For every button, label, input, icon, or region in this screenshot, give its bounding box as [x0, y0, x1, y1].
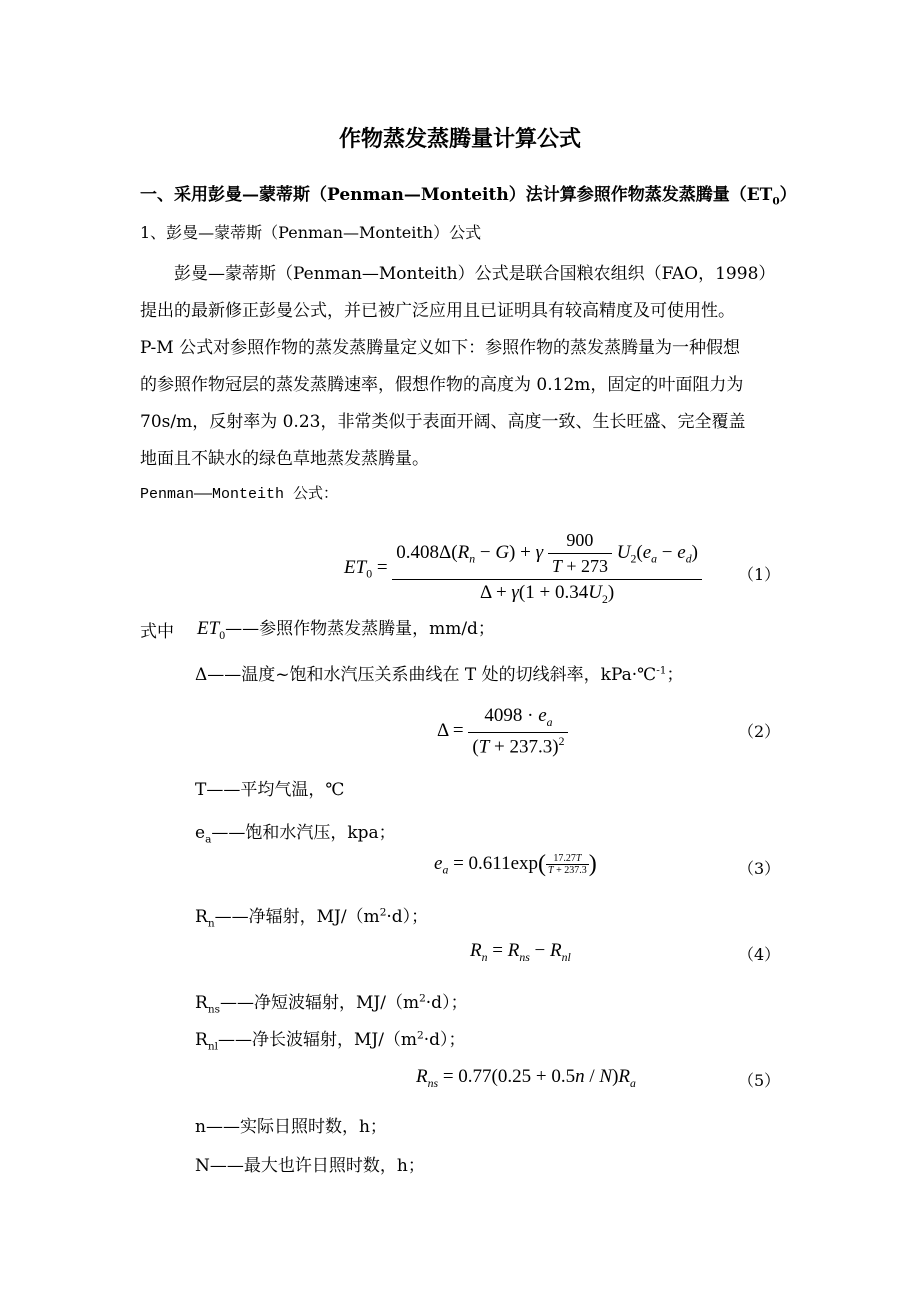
formula-intro: Penman——Monteith 公式： — [140, 486, 339, 503]
def-n — [195, 1112, 387, 1137]
equation-3: $e_a = 0.611\exp$( $\frac{17.27T}{T + 237.3}$ ) — [434, 851, 597, 877]
paragraph-line: 的参照作物冠层的蒸发蒸腾速率，假想作物的高度为 0.12m，固定的叶面阻力为 — [140, 375, 744, 395]
equation-2: Δ = $\frac{4098 \cdot e_a}{(T + 237.3)^2}$ — [437, 705, 568, 758]
def-delta-sup: -1 — [656, 664, 667, 677]
equation-1: $ET_0$ = $0.408\Delta(R_n - G) + \gamma$ $\frac{900}{T + 273}$ $U_2(e_a - e_d)$ $\Delta + \gamma(1 + 0.34U_2)$ — [344, 530, 702, 607]
def-delta: Δ——温度~饱和水汽压关系曲线在 T 处的切线斜率，kPa·℃$^{-1}$； — [195, 664, 684, 685]
def-n-label: n — [195, 1117, 206, 1137]
def-n-text: ——实际日照时数，h； — [205, 1117, 387, 1137]
def-rns-text: ——净短波辐射，MJ/（m — [220, 993, 420, 1013]
def-rn-sub: n — [207, 917, 215, 930]
def-et0: $ET_0——$参照作物蒸发蒸腾量，mm/d； — [197, 618, 495, 642]
def-t-text: ——平均气温，℃ — [206, 780, 345, 800]
def-ea-text: ——饱和水汽压，kpa； — [211, 823, 396, 843]
def-rnl-text: ——净长波辐射，MJ/（m — [217, 1030, 418, 1050]
def-delta-text: ——温度~饱和水汽压关系曲线在 T 处的切线斜率，kPa·℃ — [207, 665, 657, 685]
paragraph-line: 彭曼—蒙蒂斯（Penman—Monteith）公式是联合国粮农组织（FAO，1998） — [174, 264, 776, 284]
def-rns-sq: 2 — [419, 992, 426, 1005]
equation-number: （3） — [738, 859, 781, 878]
section-heading-sub: 0 — [772, 195, 780, 208]
page-title: 作物蒸发蒸腾量计算公式 — [338, 126, 581, 152]
def-delta-end: ； — [666, 665, 684, 685]
def-rn-text-end: ·d）； — [386, 907, 429, 927]
def-rn — [195, 902, 428, 929]
paragraph-line: 地面且不缺水的绿色草地蒸发蒸腾量。 — [140, 449, 429, 469]
def-ea-label: e — [195, 823, 206, 843]
def-rnl-sub: nl — [207, 1040, 218, 1053]
equation-number: （5） — [738, 1071, 781, 1090]
paragraph-line: 70s/m，反射率为 0.23，非常类似于表面开阔、高度一致、生长旺盛、完全覆盖 — [140, 412, 746, 432]
section-heading — [140, 180, 797, 207]
equation-number: （1） — [738, 565, 781, 584]
def-rnl-sq: 2 — [417, 1029, 424, 1042]
def-rn-text: ——净辐射，MJ/（m — [214, 907, 380, 927]
equation-number: （2） — [738, 722, 781, 741]
def-rns-sub: ns — [207, 1003, 220, 1016]
def-t-label: T — [195, 780, 207, 800]
equation-number: （4） — [738, 945, 781, 964]
paragraph-line: 提出的最新修正彭曼公式，并已被广泛应用且已证明具有较高精度及可使用性。 — [140, 301, 735, 321]
equation-4: $R_n = R_{ns} - R_{nl}$ — [470, 940, 571, 964]
def-N-text: ——最大也许日照时数，h； — [209, 1156, 425, 1176]
def-rnl-label: R — [195, 1030, 208, 1050]
def-rn-label: R — [195, 907, 208, 927]
def-et0-text: ——参照作物蒸发蒸腾量，mm/d； — [225, 619, 495, 639]
paragraph-line: P-M 公式对参照作物的蒸发蒸腾量定义如下：参照作物的蒸发蒸腾量为一种假想 — [140, 338, 741, 358]
subheading: 1、彭曼—蒙蒂斯（Penman—Monteith）公式 — [140, 223, 482, 242]
def-rnl — [195, 1025, 466, 1052]
def-N — [195, 1151, 425, 1176]
where-label: 式中 — [140, 622, 174, 642]
def-rnl-text-end: ·d）； — [423, 1030, 466, 1050]
section-heading-end: ） — [779, 185, 797, 205]
def-rns-label: R — [195, 993, 208, 1013]
def-ea — [195, 818, 396, 845]
def-rns — [195, 988, 468, 1015]
section-heading-text: 一、采用彭曼—蒙蒂斯（Penman—Monteith）法计算参照作物蒸发蒸腾量（ET — [140, 185, 773, 205]
def-N-label: N — [195, 1156, 210, 1176]
def-t — [195, 775, 344, 800]
def-ea-sub: a — [205, 833, 212, 846]
def-rn-sq: 2 — [379, 906, 387, 919]
def-rns-text-end: ·d）； — [425, 993, 468, 1013]
equation-5: $R_{ns} = 0.77(0.25 + 0.5n / N)R_a$ — [416, 1066, 636, 1090]
